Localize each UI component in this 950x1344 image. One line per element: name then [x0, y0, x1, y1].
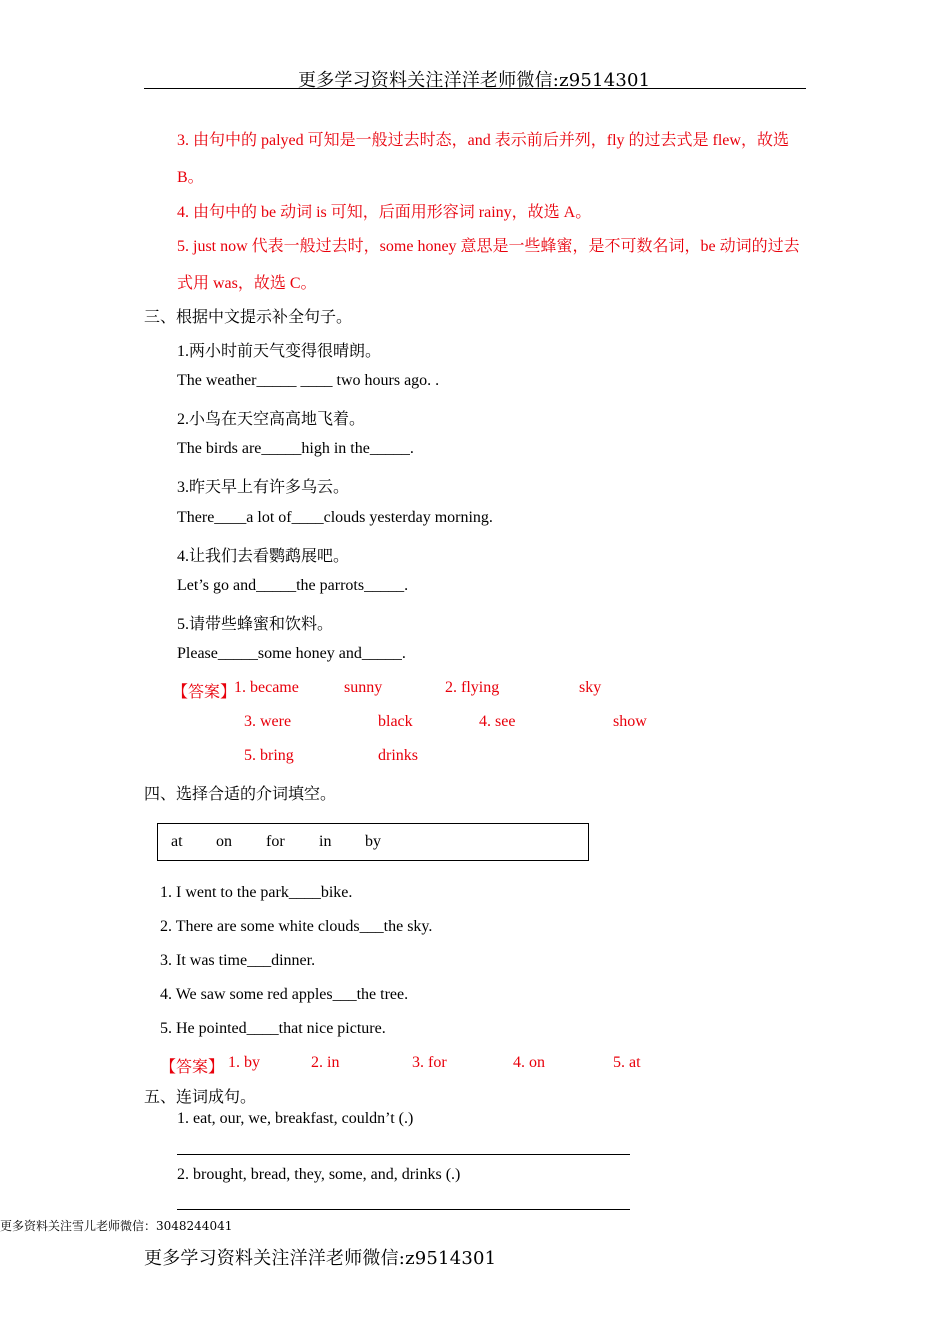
explanation-5-line2: 式用 was，故选 C。 — [177, 275, 317, 292]
section5-item: 1. eat, our, we, breakfast, couldn’t (.) — [177, 1110, 414, 1127]
section3-item5-cn: 5.请带些蜂蜜和饮料。 — [177, 616, 334, 633]
section3-answer: black — [378, 713, 413, 730]
section3-answer: drinks — [378, 747, 418, 764]
word-bank-box — [157, 823, 589, 861]
section3-item4-en: Let’s go and_____the parrots_____. — [177, 577, 409, 594]
section3-item2-cn: 2.小鸟在天空高高地飞着。 — [177, 411, 366, 428]
word-bank-word: on — [216, 833, 232, 850]
footer-small-text: 更多资料关注雪儿老师微信：3048244041 — [0, 1219, 233, 1233]
section4-answer: 4. on — [513, 1054, 545, 1071]
word-bank-word: at — [171, 833, 183, 850]
section4-answer: 5. at — [613, 1054, 641, 1071]
word-bank-word: by — [365, 833, 381, 850]
section4-item: 3. It was time___dinner. — [160, 952, 316, 969]
section5-item: 2. brought, bread, they, some, and, drinks (.) — [177, 1166, 461, 1183]
section5-title: 五、连词成句。 — [144, 1089, 257, 1106]
section3-item3-en: There____a lot of____clouds yesterday morning. — [177, 509, 493, 526]
section4-answer: 2. in — [311, 1054, 340, 1071]
header-divider — [144, 88, 806, 89]
section3-answer: 2. flying — [445, 679, 500, 696]
section3-item4-cn: 4.让我们去看鹦鹉展吧。 — [177, 548, 350, 565]
word-bank-word: for — [266, 833, 285, 850]
section3-answer-label: 【答案】 — [172, 684, 237, 701]
explanation-3-line1: 3. 由句中的 palyed 可知是一般过去时态，and 表示前后并列，fly 的过去式是 flew，故选 — [177, 132, 789, 149]
section4-answer: 3. for — [412, 1054, 447, 1071]
section4-item: 4. We saw some red apples___the tree. — [160, 986, 409, 1003]
section3-title: 三、根据中文提示补全句子。 — [144, 309, 353, 326]
section3-item5-en: Please_____some honey and_____. — [177, 645, 406, 662]
section3-answer: show — [613, 713, 647, 730]
section3-item3-cn: 3.昨天早上有许多乌云。 — [177, 479, 350, 496]
word-bank-word: in — [319, 833, 332, 850]
answer-line — [177, 1209, 630, 1210]
section4-item: 2. There are some white clouds___the sky. — [160, 918, 433, 935]
section3-answer: 3. were — [244, 713, 292, 730]
section4-answer-label: 【答案】 — [160, 1059, 225, 1076]
explanation-4: 4. 由句中的 be 动词 is 可知，后面用形容词 rainy，故选 A。 — [177, 204, 592, 221]
section3-answer: 5. bring — [244, 747, 294, 764]
section3-answer: 4. see — [479, 713, 516, 730]
explanation-3-line2: B。 — [177, 169, 204, 186]
section3-answer: sunny — [344, 679, 383, 696]
section4-answer: 1. by — [228, 1054, 260, 1071]
section3-item1-cn: 1.两小时前天气变得很晴朗。 — [177, 343, 382, 360]
footer-text: 更多学习资料关注洋洋老师微信:z9514301 — [144, 1248, 497, 1269]
answer-line — [177, 1154, 630, 1155]
explanation-5-line1: 5. just now 代表一般过去时，some honey 意思是一些蜂蜜，是不可数名词，be 动词的过去 — [177, 238, 800, 255]
section4-title: 四、选择合适的介词填空。 — [144, 786, 337, 803]
section3-item2-en: The birds are_____high in the_____. — [177, 440, 414, 457]
section4-item: 1. I went to the park____bike. — [160, 884, 353, 901]
section3-answer: 1. became — [234, 679, 299, 696]
section4-item: 5. He pointed____that nice picture. — [160, 1020, 386, 1037]
header-text: 更多学习资料关注洋洋老师微信:z9514301 — [298, 70, 651, 91]
section3-answer: sky — [579, 679, 602, 696]
section3-item1-en: The weather_____ ____ two hours ago. . — [177, 372, 440, 389]
